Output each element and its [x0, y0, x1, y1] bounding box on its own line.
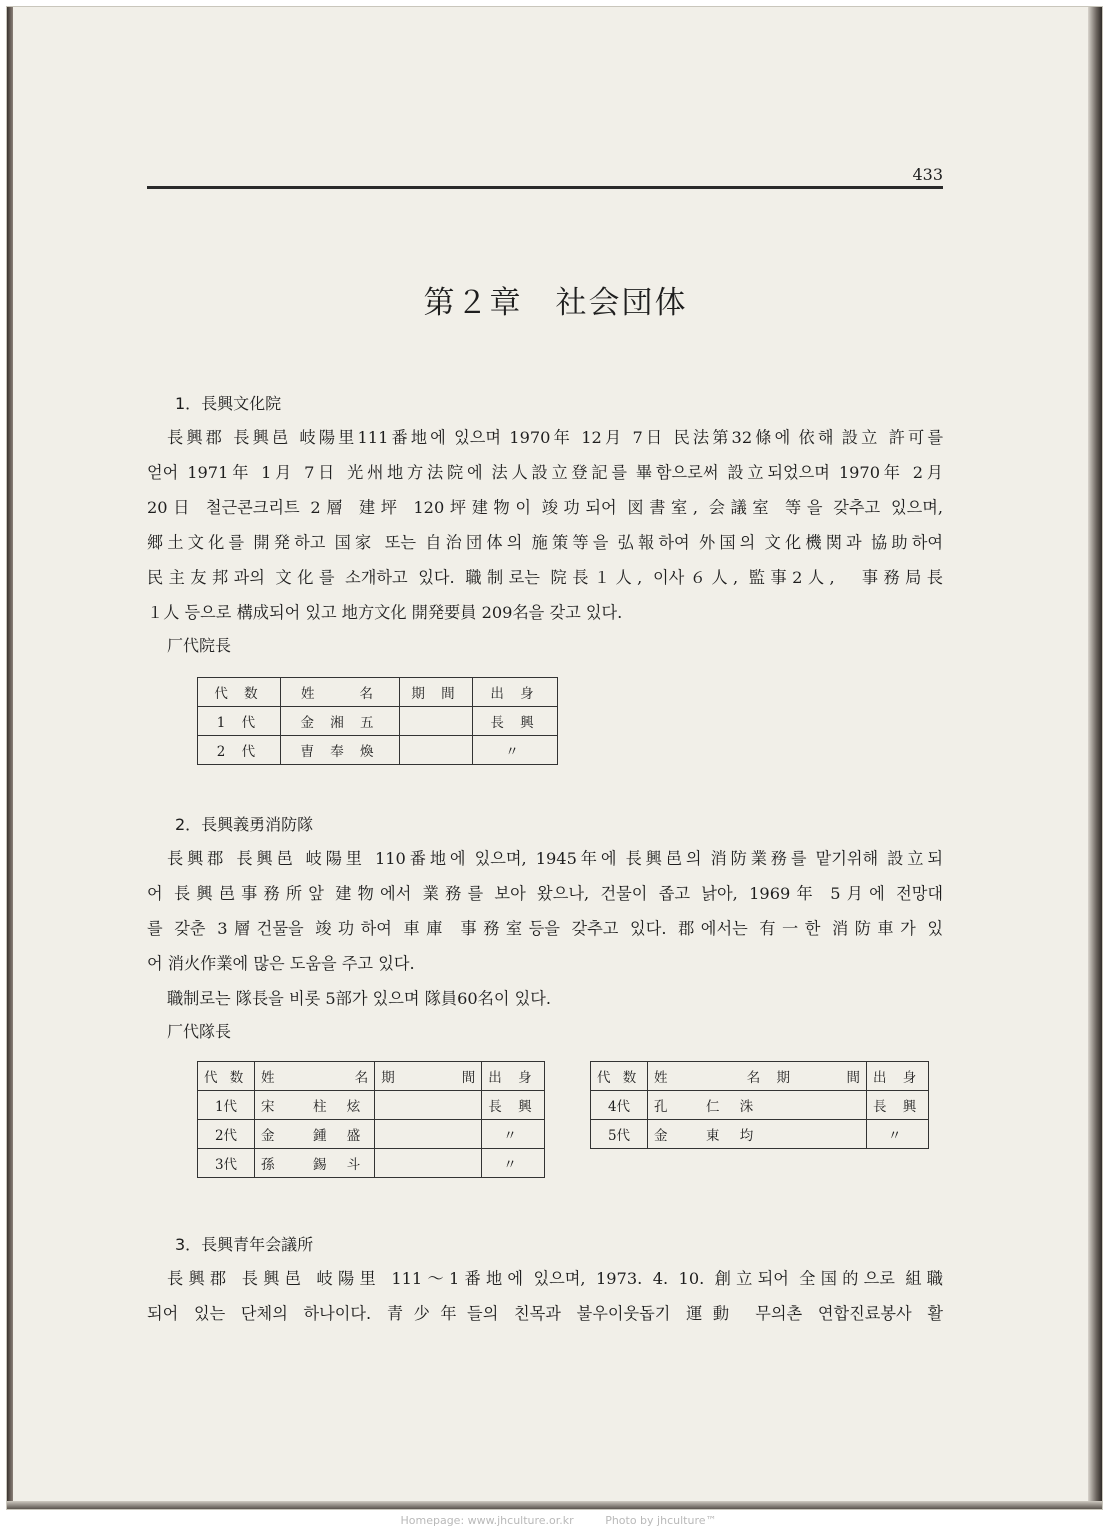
table-cell: 金	[648, 1120, 701, 1149]
page-number: 433	[912, 165, 943, 184]
table-cell: 3代	[198, 1149, 255, 1178]
scanned-page	[6, 6, 1103, 1510]
table-cell	[375, 1120, 482, 1149]
table-header-cell: 期 間	[400, 678, 473, 707]
list-title-2: 厂代隊長	[167, 1022, 232, 1041]
table-header-cell: 姓	[648, 1062, 701, 1091]
table-header-cell: 間	[429, 1062, 482, 1091]
table-cell: 〃	[473, 736, 558, 765]
table-header-cell: 期	[375, 1062, 430, 1091]
table-cell: 1 代	[198, 707, 281, 736]
table-header-cell: 間	[802, 1062, 867, 1091]
table-cell	[375, 1091, 482, 1120]
section-2-line-2: 어 長興邑事務所앞 建物에서 業務를 보아 왔으나, 건물이 좁고 낡아, 1969年 5月에 전망대	[147, 884, 943, 903]
table-cell: 4代	[591, 1091, 648, 1120]
section-1-line-3: 20日 철근콘크리트 2層 建坪 120坪建物이 竣功되어 図書室, 会議室 等을 갖추고 있으며,	[147, 498, 943, 517]
section-3-line-1: 長興郡 長興邑 岐陽里 111～1番地에 있으며, 1973. 4. 10. 創立되어 全国的으로 組職	[167, 1269, 943, 1288]
chiefs-table-left	[197, 1061, 545, 1178]
table-cell: 宋	[255, 1091, 308, 1120]
section-1-line-6: １人 등으로 構成되어 있고 地方文化 開発要員 209名을 갖고 있다.	[147, 603, 623, 622]
table-cell: 長 興	[867, 1091, 929, 1120]
table-cell: 東 均	[700, 1120, 867, 1149]
footer-photo-credit: Photo by jhculture™	[605, 1514, 717, 1527]
section-1-line-1: 長興郡 長興邑 岐陽里111番地에 있으며 1970年 12月 7日 民法第32條에 依해 設立 許可를	[167, 428, 943, 447]
section-heading-2: 2．長興義勇消防隊	[175, 815, 314, 834]
table-cell: 金 湘 五	[281, 707, 400, 736]
table-header-cell: 姓	[255, 1062, 308, 1091]
table-cell: 金	[255, 1120, 308, 1149]
table-header-cell: 姓 名	[281, 678, 400, 707]
header-rule	[147, 186, 943, 189]
chiefs-table-right	[590, 1061, 929, 1149]
table-cell: 長 興	[482, 1091, 544, 1120]
table-row	[591, 1120, 929, 1149]
section-heading-1: 1．長興文化院	[175, 394, 282, 413]
table-row	[198, 1091, 545, 1120]
table-cell	[375, 1149, 482, 1178]
table-row	[591, 1091, 929, 1120]
table-row	[198, 736, 558, 765]
table-cell: 2 代	[198, 736, 281, 765]
table-cell: 鍾 盛	[307, 1120, 375, 1149]
table-cell: 〃	[482, 1120, 544, 1149]
section-2-line-1: 長興郡 長興邑 岐陽里 110番地에 있으며, 1945年에 長興邑의 消防業務를 맡기위해 設立되	[167, 849, 943, 868]
table-header-cell: 代 数	[198, 1062, 255, 1091]
footer	[0, 1514, 1117, 1527]
table-cell: 5代	[591, 1120, 648, 1149]
table-cell: 長 興	[473, 707, 558, 736]
table-row	[198, 1120, 545, 1149]
section-1-line-5: 民主友邦과의 文化를 소개하고 있다. 職制로는 院長１人, 이사６人, 監事2人, 事務局長	[147, 568, 943, 587]
section-2-line-4: 어 消火作業에 많은 도움을 주고 있다.	[147, 954, 415, 973]
chapter-title: 第２章 社会団体	[423, 285, 688, 321]
table-cell: 孫	[255, 1149, 308, 1178]
table-cell: 柱 炫	[307, 1091, 375, 1120]
table-header-cell: 出 身	[867, 1062, 929, 1091]
page-right-edge	[1088, 7, 1102, 1510]
table-row	[198, 707, 558, 736]
list-title-1: 厂代院長	[167, 636, 232, 655]
table-cell	[400, 707, 473, 736]
section-heading-3: 3．長興青年会議所	[175, 1235, 314, 1254]
table-header-cell: 出 身	[482, 1062, 544, 1091]
section-2-line-3: 를 갖춘 3層건물을 竣功하여 車庫 事務室등을 갖추고 있다. 郡에서는 有一한 消防車가 있	[147, 919, 943, 938]
footer-homepage: Homepage: www.jhculture.or.kr	[400, 1514, 574, 1527]
section-3-line-2: 되어 있는 단체의 하나이다. 青少年들의 친목과 불우이웃돕기 運動 무의촌 연합진료봉사 활	[147, 1304, 943, 1323]
table-cell: 仁 洙	[700, 1091, 867, 1120]
section-1-line-2: 얻어 1971年 1月 7日 光州地方法院에 法人設立登記를 畢함으로써 設立되었으며 1970年 2月	[147, 463, 943, 482]
section-2-line-5: 職制로는 隊長을 비롯 5部가 있으며 隊員60名이 있다.	[167, 989, 552, 1008]
section-1-line-4: 郷土文化를 開発하고 国家 또는 自治団体의 施策等을 弘報하여 外国의 文化機関과 協助하여	[147, 533, 943, 552]
table-header-cell: 代 数	[591, 1062, 648, 1091]
table-cell: 曺 奉 煥	[281, 736, 400, 765]
table-cell: 錫 斗	[307, 1149, 375, 1178]
table-cell: 〃	[482, 1149, 544, 1178]
directors-table	[197, 677, 558, 765]
table-header-cell: 出 身	[473, 678, 558, 707]
table-row	[198, 1149, 545, 1178]
page-bottom-edge	[7, 1501, 1102, 1509]
table-header-cell: 代 数	[198, 678, 281, 707]
table-cell	[400, 736, 473, 765]
table-cell: 孔	[648, 1091, 701, 1120]
table-cell: 2代	[198, 1120, 255, 1149]
page-left-edge	[7, 7, 13, 1510]
table-cell: 1代	[198, 1091, 255, 1120]
table-cell: 〃	[867, 1120, 929, 1149]
table-header-cell: 名	[307, 1062, 375, 1091]
table-header-cell: 名 期	[700, 1062, 802, 1091]
